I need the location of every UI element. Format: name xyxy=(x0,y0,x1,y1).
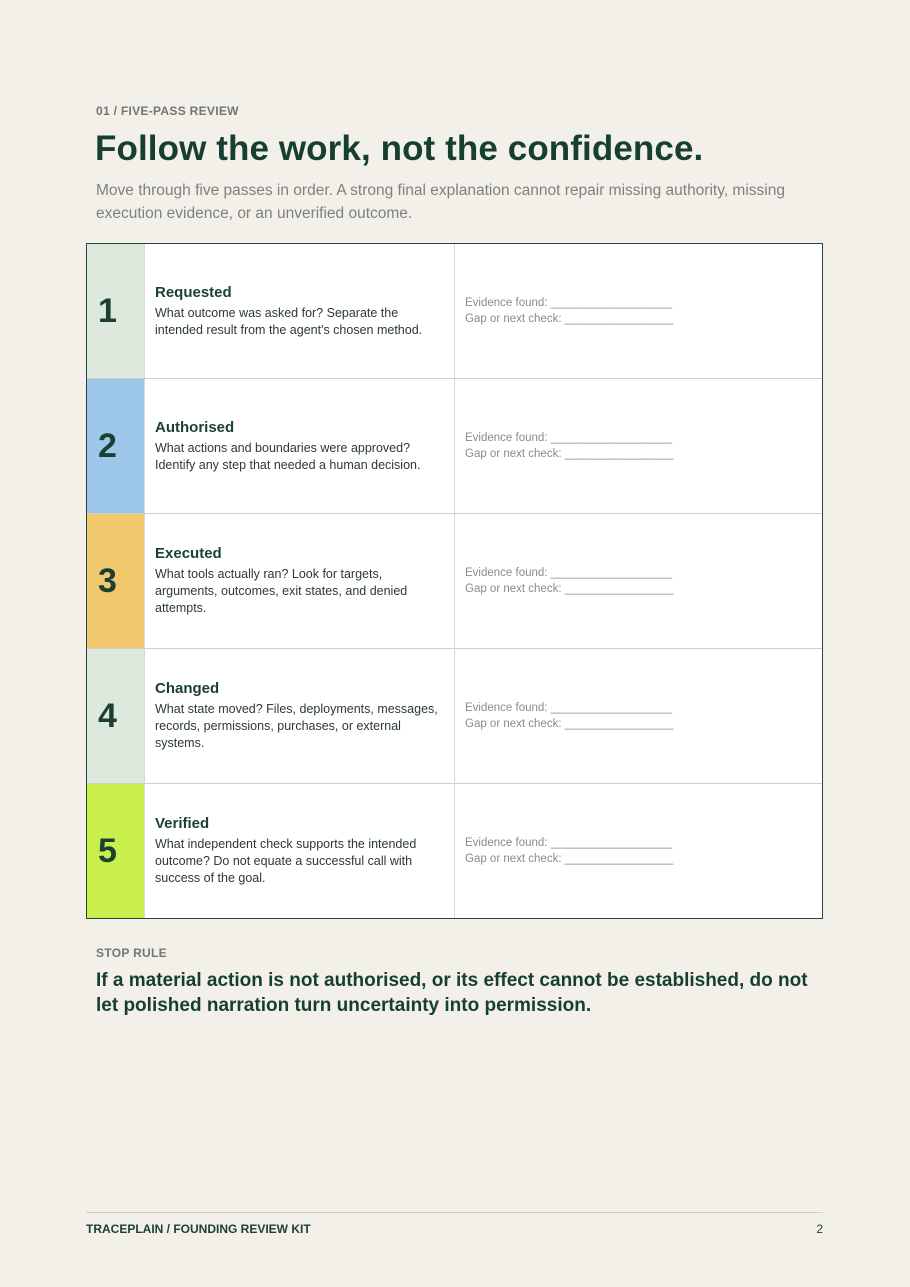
pass-description xyxy=(144,514,455,648)
evidence-field: Evidence found: ___________________ xyxy=(465,297,673,309)
pass-stage: Changed xyxy=(155,680,220,697)
pass-stage: Authorised xyxy=(155,418,235,436)
pass-question: What state moved? Files, deployments, messages, records, permissions, purchases, or external systems. xyxy=(155,702,438,750)
pass-row-verified xyxy=(87,783,822,918)
pass-row-authorised xyxy=(87,378,822,513)
footer-title: TRACEPLAIN / FOUNDING REVIEW KIT xyxy=(86,1222,311,1236)
pass-stage: Verified xyxy=(155,815,210,832)
stop-rule-text: If a material action is not authorised, or its effect cannot be established, do not let polished narration turn uncertainty into permission. xyxy=(96,970,808,1016)
pass-notes xyxy=(455,514,822,648)
pass-stage: Requested xyxy=(155,283,232,301)
pass-question: What independent check supports the intended outcome? Do not equate a successful call with success of the goal. xyxy=(155,837,417,885)
stop-rule-label: STOP RULE xyxy=(96,946,167,960)
gap-field: Gap or next check: _________________ xyxy=(465,313,674,325)
page-number: 2 xyxy=(816,1222,823,1236)
pass-row-changed xyxy=(87,648,822,783)
pass-question: What tools actually ran? Look for targets, arguments, outcomes, exit states, and denied attempts. xyxy=(155,567,408,615)
footer-divider xyxy=(86,1212,823,1213)
evidence-field: Evidence found: ___________________ xyxy=(465,432,673,444)
pass-notes xyxy=(455,244,822,378)
review-table xyxy=(86,243,823,919)
pass-question: What outcome was asked for? Separate the intended result from the agent's chosen method. xyxy=(155,305,423,337)
evidence-field: Evidence found: ___________________ xyxy=(465,837,673,849)
section-eyebrow: 01 / FIVE-PASS REVIEW xyxy=(96,104,239,118)
evidence-field: Evidence found: ___________________ xyxy=(465,702,673,714)
gap-field: Gap or next check: _________________ xyxy=(465,853,674,865)
pass-row-requested xyxy=(87,244,822,378)
pass-number: 3 xyxy=(87,514,144,648)
gap-field: Gap or next check: _________________ xyxy=(465,718,674,730)
pass-number: 5 xyxy=(87,784,144,918)
gap-field: Gap or next check: _________________ xyxy=(465,448,674,460)
pass-stage: Executed xyxy=(155,545,222,562)
pass-notes xyxy=(455,379,822,513)
pass-description xyxy=(144,784,455,918)
pass-number: 1 xyxy=(87,244,144,378)
pass-row-executed xyxy=(87,513,822,648)
pass-description xyxy=(144,379,455,513)
pass-description xyxy=(144,244,455,378)
page-title: Follow the work, not the confidence. xyxy=(95,129,704,168)
pass-question: What actions and boundaries were approved? Identify any step that needed a human decision. xyxy=(155,440,421,472)
pass-notes xyxy=(455,784,822,918)
evidence-field: Evidence found: ___________________ xyxy=(465,567,673,579)
intro-paragraph: Move through five passes in order. A strong final explanation cannot repair missing authority, missing execution evidence, or an unverified outcome. xyxy=(96,182,785,222)
pass-description xyxy=(144,649,455,783)
pass-number: 2 xyxy=(87,379,144,513)
pass-number: 4 xyxy=(87,649,144,783)
gap-field: Gap or next check: _________________ xyxy=(465,583,674,595)
pass-notes xyxy=(455,649,822,783)
